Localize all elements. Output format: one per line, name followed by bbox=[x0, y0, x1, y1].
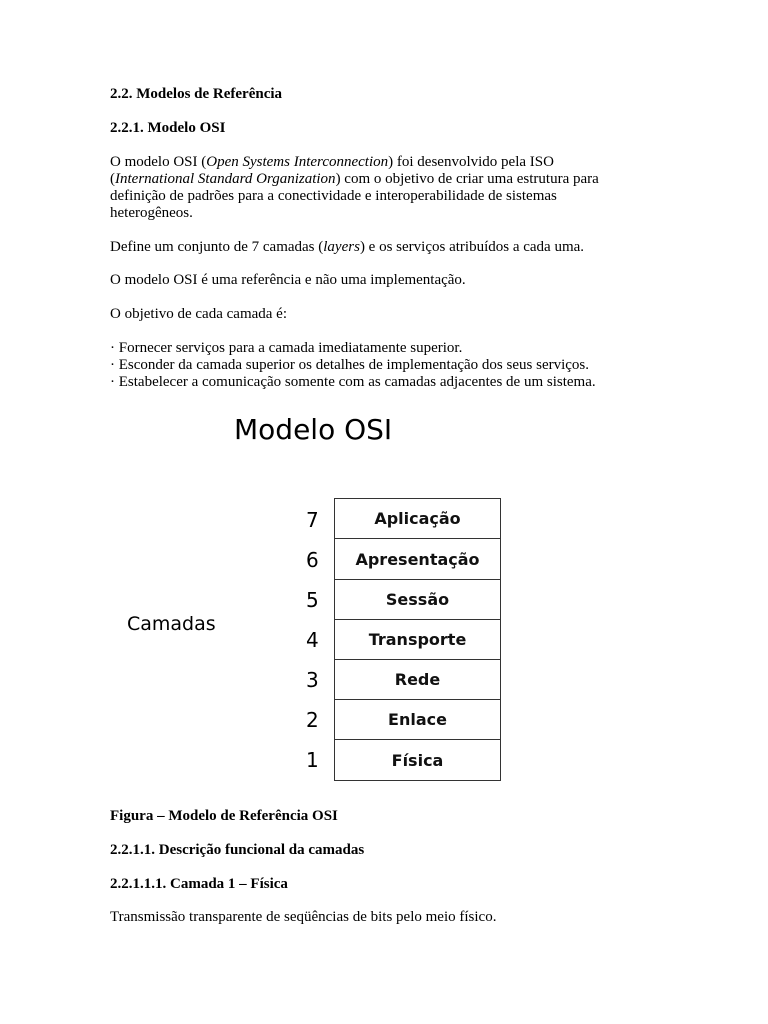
list-item: · Estabelecer a comunicação somente com as camadas adjacentes de um sistema. bbox=[110, 374, 596, 390]
layer-cell: Rede bbox=[335, 660, 500, 700]
paragraph-line: heterogêneos. bbox=[110, 205, 193, 221]
layer-cell: Sessão bbox=[335, 580, 500, 620]
figure-caption: Figura – Modelo de Referência OSI bbox=[110, 808, 338, 824]
subsubsection-heading: 2.2.1.1. Descrição funcional da camadas bbox=[110, 842, 365, 858]
layer-heading: 2.2.1.1.1. Camada 1 – Física bbox=[110, 876, 288, 892]
layer-cell: Física bbox=[335, 740, 500, 781]
section-heading: 2.2. Modelos de Referência bbox=[110, 86, 283, 102]
paragraph: Transmissão transparente de seqüências de bits pelo meio físico. bbox=[110, 909, 497, 925]
layer-cell: Enlace bbox=[335, 700, 500, 740]
layer-number: 4 bbox=[306, 628, 319, 652]
paragraph: O modelo OSI é uma referência e não uma implementação. bbox=[110, 272, 466, 288]
paragraph-line: O modelo OSI (Open Systems Interconnection) foi desenvolvido pela ISO bbox=[110, 154, 554, 170]
list-item: · Fornecer serviços para a camada imediatamente superior. bbox=[110, 340, 463, 356]
layer-number: 3 bbox=[306, 668, 319, 692]
paragraph-line: (International Standard Organization) com o objetivo de criar uma estrutura para bbox=[110, 171, 599, 187]
paragraph-line: definição de padrões para a conectividade e interoperabilidade de sistemas bbox=[110, 188, 557, 204]
layer-number: 5 bbox=[306, 588, 319, 612]
layer-number: 2 bbox=[306, 708, 319, 732]
layer-number: 6 bbox=[306, 548, 319, 572]
layer-cell: Apresentação bbox=[335, 539, 500, 580]
layer-cell: Aplicação bbox=[335, 499, 500, 539]
layer-number: 1 bbox=[306, 748, 319, 772]
layer-number: 7 bbox=[306, 508, 319, 532]
figure-title: Modelo OSI bbox=[234, 413, 393, 446]
subsection-heading: 2.2.1. Modelo OSI bbox=[110, 120, 226, 136]
figure-side-label: Camadas bbox=[127, 613, 216, 635]
list-item: · Esconder da camada superior os detalhes de implementação dos seus serviços. bbox=[110, 357, 590, 373]
layer-cell: Transporte bbox=[335, 620, 500, 660]
layer-table bbox=[334, 498, 501, 781]
paragraph: Define um conjunto de 7 camadas (layers) e os serviços atribuídos a cada uma. bbox=[110, 239, 585, 255]
paragraph: O objetivo de cada camada é: bbox=[110, 306, 287, 322]
